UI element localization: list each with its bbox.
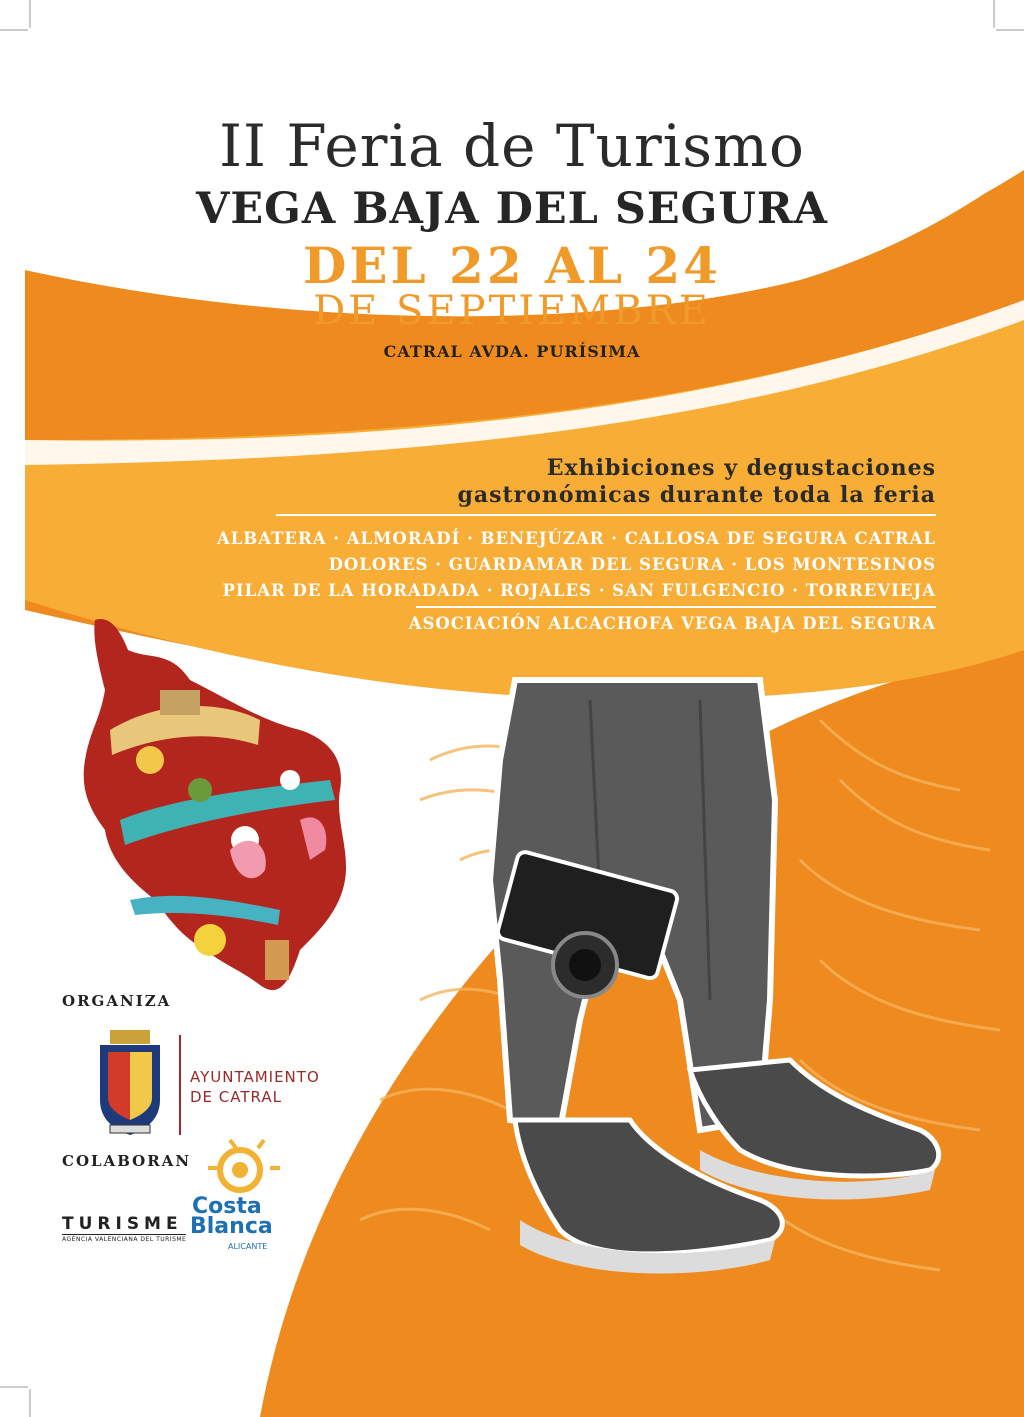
towns-line: PILAR DE LA HORADADA · ROJALES · SAN FULGENCIO · TORREVIEJA: [222, 581, 936, 600]
date-month: DE SEPTIEMBRE: [313, 288, 711, 334]
date-range: DEL 22 AL 24: [303, 236, 721, 295]
venue: CATRAL AVDA. PURÍSIMA: [383, 342, 641, 361]
costa-blanca-line2: Blanca: [190, 1214, 273, 1239]
exhibitions-text: [457, 455, 936, 509]
ayuntamiento-line2: DE CATRAL: [190, 1088, 282, 1106]
exhibitions-line1: Exhibiciones y degustaciones: [546, 455, 936, 481]
costa-blanca-line1: Costa: [192, 1194, 262, 1219]
divider-top: [276, 514, 936, 516]
map-illustration: [84, 619, 346, 990]
event-title: II Feria de Turismo: [219, 112, 805, 180]
turisme-logo: TURISME: [62, 1214, 183, 1234]
divider-bottom: [416, 606, 936, 608]
association: ASOCIACIÓN ALCACHOFA VEGA BAJA DEL SEGURA: [408, 614, 936, 633]
ayuntamiento-line1: AYUNTAMIENTO: [190, 1068, 320, 1086]
towns-line: ALBATERA · ALMORADÍ · BENEJÚZAR · CALLOSA DE SEGURA CATRAL: [216, 529, 936, 548]
costa-blanca-sun-logo: [208, 1140, 280, 1190]
turisme-subtitle: AGÈNCIA VALENCIANA DEL TURISME: [62, 1236, 187, 1243]
costa-blanca-line3: ALICANTE: [228, 1242, 268, 1251]
exhibitions-line2: gastronómicas durante toda la feria: [457, 482, 936, 508]
colaboran-label: COLABORAN: [62, 1152, 192, 1170]
towns-list: [217, 526, 936, 604]
towns-line: DOLORES · GUARDAMAR DEL SEGURA · LOS MONTESINOS: [328, 555, 936, 574]
organiza-label: ORGANIZA: [62, 992, 172, 1010]
event-subtitle: VEGA BAJA DEL SEGURA: [196, 184, 828, 234]
catral-coat-of-arms: [100, 1030, 180, 1135]
